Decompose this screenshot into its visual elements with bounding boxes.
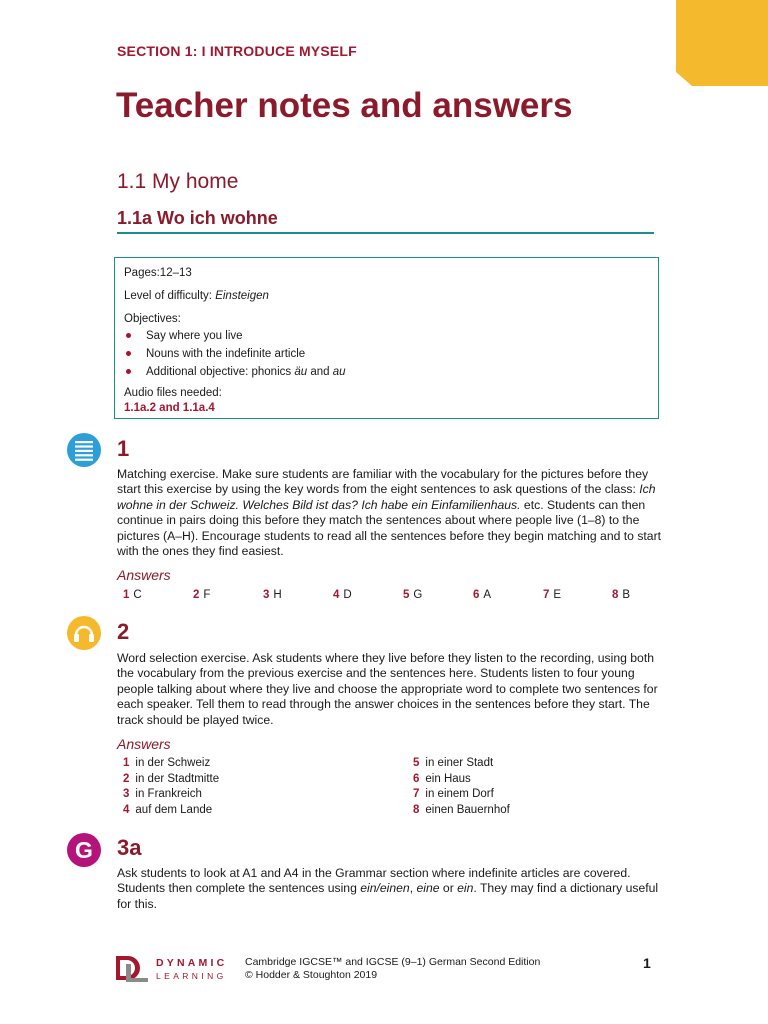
answer-item: 6 ein Haus [413, 772, 471, 785]
objectives-list [124, 329, 648, 379]
page-number: 1 [643, 955, 651, 971]
page-title: Teacher notes and answers [116, 86, 573, 125]
logo-word-dynamic: DYNAMIC [156, 957, 228, 969]
exercise-number: 2 [117, 619, 130, 644]
answer-item: 1 C [123, 589, 142, 601]
lesson-info-box [114, 257, 659, 419]
exercise-instructions: Word selection exercise. Ask students where they live before they listen to the recording, using both the vocabulary from the previous exercise and the sentences here. Students listen to four young people talking about where they live and choose the appropriate word to complete two sentences for each speaker. Tell them to read through the answer choices in the sentences before they start. The track should be played twice. [117, 651, 658, 727]
answer-item: 4 D [333, 589, 352, 601]
answer-item: 2 F [193, 589, 211, 601]
answer-item: 5 G [403, 589, 423, 601]
footer-citation [245, 956, 540, 981]
section-label: SECTION 1: I INTRODUCE MYSELF [117, 43, 357, 59]
logo-word-learning: LEARNING [156, 971, 227, 981]
objective-item: Additional objective: phonics äu and au [124, 365, 648, 379]
answer-item: 7 in einem Dorf [413, 788, 494, 800]
difficulty-line [124, 289, 648, 303]
answer-item: 7 E [543, 589, 562, 601]
unit-title: 1.1 My home [117, 170, 239, 193]
exercise-instructions: Ask students to look at A1 and A4 in the Grammar section where indefinite articles are covered. Students then complete the sentences using ein/einen, eine or ein. They may find a dictionary useful for this. [117, 866, 659, 911]
exercise-instructions: Matching exercise. Make sure students are familiar with the vocabulary for the pictures before they start this exercise by using the key words from the eight sentences to ask questions of the class: Ich wohne in der Schweiz. Welches Bild ist das? Ich habe ein Einfamilienhaus. etc. Students can then continue in pairs doing this before they match the sentences about where people live (1–8) to the pictures (A–H). Encourage students to read all the sentences before they begin matching and to start with the ones they find easiest. [117, 467, 662, 559]
objectives-label: Objectives: [124, 313, 181, 325]
reading-icon [66, 432, 102, 468]
exercise-number: 1 [117, 436, 130, 461]
pages-text: Pages:12–13 [124, 267, 192, 279]
audio-files: 1.1a.2 and 1.1a.4 [124, 402, 215, 414]
footer-line-2: © Hodder & Stoughton 2019 [245, 968, 378, 981]
answer-item: 6 A [473, 589, 492, 601]
answer-item: 8 einen Bauernhof [413, 803, 510, 816]
exercise-number: 3a [117, 835, 142, 860]
dynamic-learning-logo [116, 954, 236, 984]
answer-item: 8 B [612, 589, 631, 601]
answer-item: 5 in einer Stadt [413, 757, 494, 769]
answer-item: 4 auf dem Lande [123, 803, 213, 816]
answer-item: 2 in der Stadtmitte [123, 772, 220, 785]
footer-line-1: Cambridge IGCSE™ and IGCSE (9–1) German Second Edition [245, 956, 541, 968]
answers-list-left [123, 756, 219, 818]
answer-item: 3 H [263, 589, 282, 601]
objective-item: Say where you live [124, 329, 648, 343]
difficulty-value: Einsteigen [215, 290, 269, 302]
grammar-icon [66, 832, 102, 868]
headphones-icon [66, 615, 102, 651]
audio-label: Audio files needed: [124, 387, 222, 399]
grammar-icon-letter: G [75, 837, 93, 863]
objective-item: Nouns with the indefinite article [124, 347, 648, 361]
answers-heading: Answers [117, 567, 171, 583]
lesson-title: 1.1a Wo ich wohne [117, 208, 278, 228]
corner-tab [676, 0, 768, 86]
lesson-divider [117, 232, 654, 234]
answers-heading: Answers [117, 736, 171, 752]
answer-item: 3 in Frankreich [123, 788, 202, 800]
difficulty-label: Level of difficulty: [124, 290, 216, 302]
answers-list-right [413, 756, 510, 818]
answer-item: 1 in der Schweiz [123, 757, 211, 769]
